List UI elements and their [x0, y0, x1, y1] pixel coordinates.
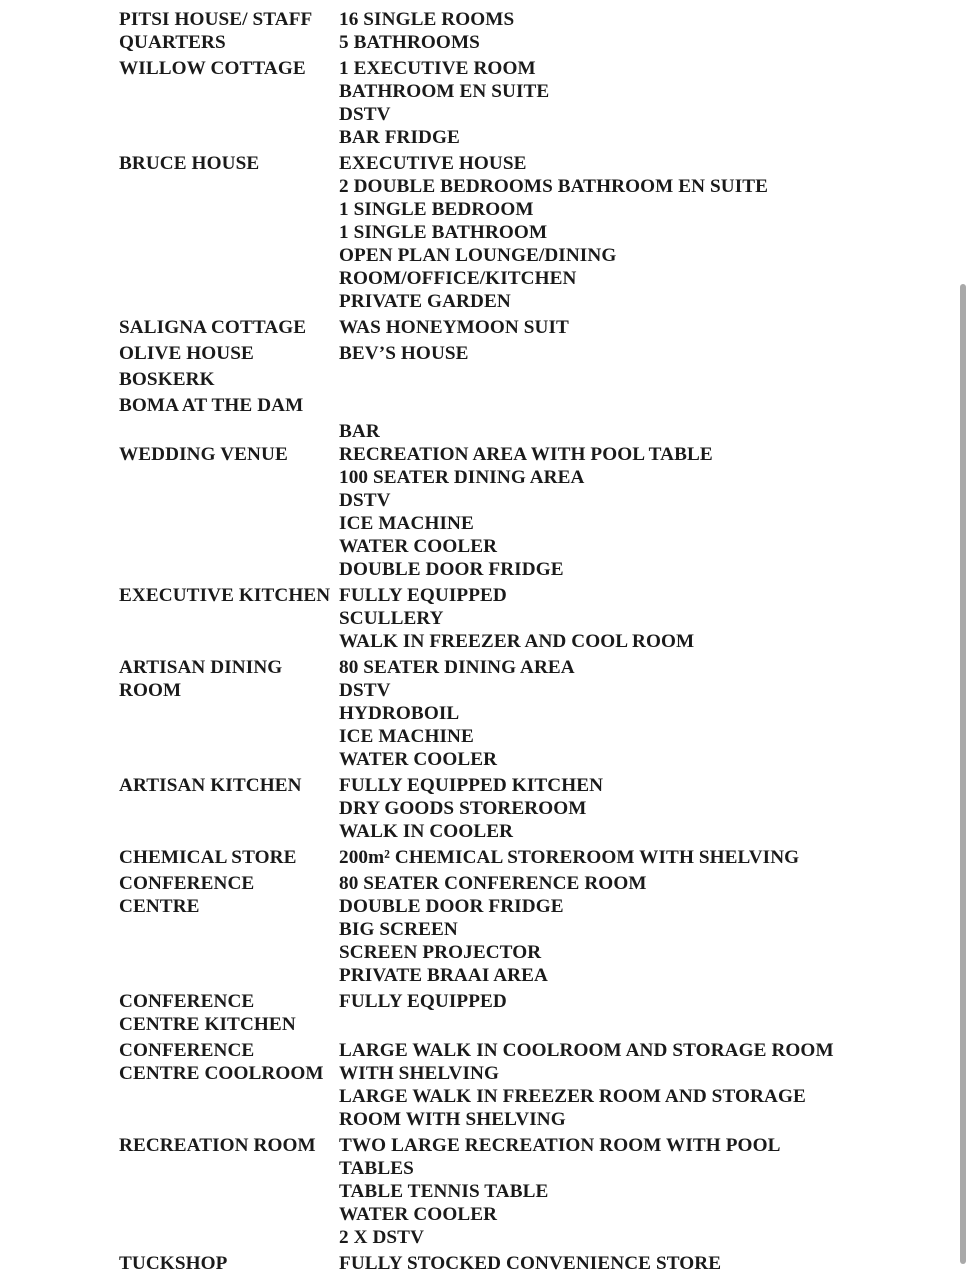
facility-name: [119, 872, 339, 918]
facility-name-line: QUARTERS: [119, 32, 226, 53]
facility-feature: DOUBLE DOOR FRIDGE: [339, 896, 564, 917]
facility-feature: 2 X DSTV: [339, 1227, 425, 1248]
facility-feature: WITH SHELVING: [339, 1063, 500, 1084]
facility-name-line: TUCKSHOP: [119, 1253, 228, 1274]
facility-name: [119, 316, 339, 339]
facility-feature: WALK IN FREEZER AND COOL ROOM: [339, 631, 695, 652]
facility-features: [339, 342, 859, 365]
facility-feature: WATER COOLER: [339, 1204, 498, 1225]
facility-features: [339, 1039, 859, 1131]
facility-feature: BAR FRIDGE: [339, 127, 460, 148]
facility-name-line: BOMA AT THE DAM: [119, 395, 304, 416]
facility-name-line: SALIGNA COTTAGE: [119, 317, 307, 338]
facility-name: [119, 152, 339, 175]
facility-row: [119, 990, 859, 1036]
facility-feature: LARGE WALK IN FREEZER ROOM AND STORAGE: [339, 1086, 806, 1107]
facility-feature: EXECUTIVE HOUSE: [339, 153, 527, 174]
facility-row: [119, 152, 859, 313]
facility-feature: 5 BATHROOMS: [339, 32, 480, 53]
facility-features: [339, 990, 859, 1013]
facility-features: [339, 57, 859, 149]
facility-name-line: CENTRE: [119, 896, 200, 917]
facility-name-line: CONFERENCE: [119, 991, 255, 1012]
facility-row: [119, 368, 859, 391]
facility-features: [339, 8, 859, 54]
facility-feature: 1 SINGLE BATHROOM: [339, 222, 548, 243]
facility-features: [339, 584, 859, 653]
facility-name-line: CONFERENCE: [119, 873, 255, 894]
facility-name-line: BRUCE HOUSE: [119, 153, 260, 174]
facility-feature: WATER COOLER: [339, 749, 498, 770]
facility-name-line: PITSI HOUSE/ STAFF: [119, 9, 313, 30]
facility-row: [119, 394, 859, 417]
facility-row: [119, 846, 859, 869]
facility-row: [119, 1252, 859, 1275]
facility-feature: 80 SEATER CONFERENCE ROOM: [339, 873, 647, 894]
facility-feature: FULLY EQUIPPED: [339, 585, 507, 606]
facility-feature: WALK IN COOLER: [339, 821, 514, 842]
facility-name-line: ARTISAN DINING: [119, 657, 283, 678]
facilities-table: [119, 8, 859, 1275]
facility-feature: OPEN PLAN LOUNGE/DINING: [339, 245, 617, 266]
facility-feature: DSTV: [339, 680, 391, 701]
scrollbar[interactable]: [960, 284, 966, 1264]
facility-feature: 200m² CHEMICAL STOREROOM WITH SHELVING: [339, 847, 800, 868]
facility-features: [339, 872, 859, 987]
facility-feature: WATER COOLER: [339, 536, 498, 557]
facility-feature: 1 SINGLE BEDROOM: [339, 199, 534, 220]
facility-features: [339, 1134, 859, 1249]
facility-name-line: ROOM: [119, 680, 182, 701]
facility-row: [119, 656, 859, 771]
facility-features: [339, 846, 859, 869]
facility-name: [119, 8, 339, 54]
facility-name: [119, 990, 339, 1036]
facility-feature: ICE MACHINE: [339, 513, 474, 534]
facility-name: [119, 394, 339, 417]
facility-feature: DSTV: [339, 490, 391, 511]
facility-features: [339, 316, 859, 339]
facility-name-line: RECREATION ROOM: [119, 1135, 316, 1156]
facility-name-line: [119, 420, 339, 443]
facility-feature: TWO LARGE RECREATION ROOM WITH POOL: [339, 1135, 781, 1156]
facility-feature: DSTV: [339, 104, 391, 125]
facility-row: [119, 342, 859, 365]
facility-name: [119, 420, 339, 466]
facility-feature: ICE MACHINE: [339, 726, 474, 747]
facility-feature: WAS HONEYMOON SUIT: [339, 317, 569, 338]
facility-name: [119, 57, 339, 80]
facility-feature: 100 SEATER DINING AREA: [339, 467, 585, 488]
facility-feature: DOUBLE DOOR FRIDGE: [339, 559, 564, 580]
facility-name: [119, 342, 339, 365]
facility-features: [339, 656, 859, 771]
facility-feature: BAR: [339, 421, 380, 442]
facility-row: [119, 57, 859, 149]
facility-feature: FULLY STOCKED CONVENIENCE STORE: [339, 1253, 722, 1274]
facility-feature: DRY GOODS STOREROOM: [339, 798, 587, 819]
facility-name: [119, 1039, 339, 1085]
facility-feature: BEV’S HOUSE: [339, 343, 469, 364]
facility-feature: LARGE WALK IN COOLROOM AND STORAGE ROOM: [339, 1040, 834, 1061]
facility-feature: RECREATION AREA WITH POOL TABLE: [339, 444, 713, 465]
facility-feature: SCREEN PROJECTOR: [339, 942, 542, 963]
facility-feature: TABLES: [339, 1158, 414, 1179]
facility-name: [119, 774, 339, 797]
facility-name: [119, 368, 339, 391]
facility-name-line: WILLOW COTTAGE: [119, 58, 306, 79]
facility-row: [119, 1134, 859, 1249]
facility-name-line: EXECUTIVE KITCHEN: [119, 585, 331, 606]
facility-row: [119, 1039, 859, 1131]
facility-features: [339, 774, 859, 843]
facility-features: [339, 152, 859, 313]
facility-feature: HYDROBOIL: [339, 703, 460, 724]
facility-name: [119, 584, 339, 607]
facility-feature: PRIVATE GARDEN: [339, 291, 511, 312]
facility-name: [119, 1134, 339, 1157]
facility-feature: PRIVATE BRAAI AREA: [339, 965, 548, 986]
facility-row: [119, 774, 859, 843]
facility-feature: 80 SEATER DINING AREA: [339, 657, 575, 678]
facility-feature: ROOM/OFFICE/KITCHEN: [339, 268, 577, 289]
facility-row: [119, 584, 859, 653]
facility-name-line: OLIVE HOUSE: [119, 343, 254, 364]
facility-feature: ROOM WITH SHELVING: [339, 1109, 566, 1130]
facility-row: [119, 420, 859, 581]
facility-features: [339, 420, 859, 581]
facility-row: [119, 872, 859, 987]
facility-name-line: CONFERENCE: [119, 1040, 255, 1061]
facility-feature: BATHROOM EN SUITE: [339, 81, 550, 102]
facility-row: [119, 8, 859, 54]
facility-feature: TABLE TENNIS TABLE: [339, 1181, 549, 1202]
facility-name-line: BOSKERK: [119, 369, 215, 390]
facility-name-line: CHEMICAL STORE: [119, 847, 297, 868]
facility-name: [119, 1252, 339, 1275]
facility-feature: FULLY EQUIPPED: [339, 991, 507, 1012]
facility-feature: SCULLERY: [339, 608, 444, 629]
facility-feature: BIG SCREEN: [339, 919, 458, 940]
facility-name: [119, 846, 339, 869]
facility-feature: 2 DOUBLE BEDROOMS BATHROOM EN SUITE: [339, 176, 769, 197]
facility-feature: 1 EXECUTIVE ROOM: [339, 58, 536, 79]
facility-features: [339, 1252, 859, 1275]
facility-row: [119, 316, 859, 339]
facility-name-line: ARTISAN KITCHEN: [119, 775, 302, 796]
facility-name-line: CENTRE COOLROOM: [119, 1063, 324, 1084]
facility-name-line: WEDDING VENUE: [119, 444, 288, 465]
facility-feature: 16 SINGLE ROOMS: [339, 9, 515, 30]
facility-name: [119, 656, 339, 702]
facility-name-line: CENTRE KITCHEN: [119, 1014, 296, 1035]
facility-feature: FULLY EQUIPPED KITCHEN: [339, 775, 604, 796]
